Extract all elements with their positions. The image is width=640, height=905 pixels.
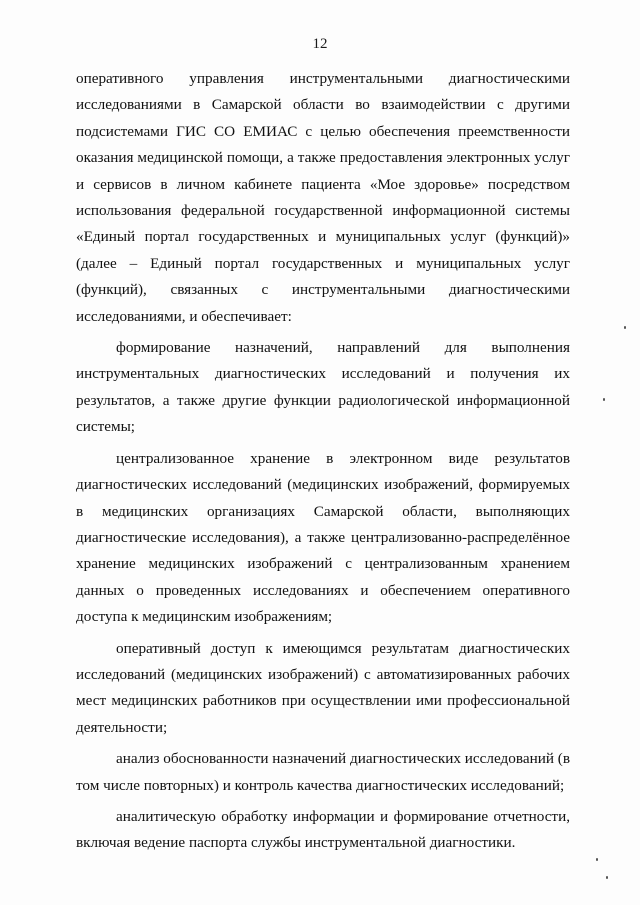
document-body: [76, 66, 570, 857]
paragraph-continuation: оперативного управления инструментальными диагностическими исследованиями в Самарской области во взаимодействии с другими подсистемами ГИС СО ЕМИАС с целью обеспечения преемственности оказания медицинской помощи, а также предоставления электронных услуг и сервисов в личном кабинете пациента «Мое здоровье» посредством использования федеральной государственной информационной системы «Единый портал государственных и муниципальных услуг (функций)» (далее – Единый портал государственных и муниципальных услуг (функций), связанных с инструментальными диагностическими исследованиями, и обеспечивает:: [76, 70, 570, 325]
paragraph-item-2: централизованное хранение в электронном виде результатов диагностических исследований (медицинских изображений, формируемых в медицинских организациях Самарской области, выполняющих диагностические исследования), а также централизованно-распределённое хранение медицинских изображений с централизованным хранением данных о проведенных исследованиях и обеспечением оперативного доступа к медицинским изображениям;: [76, 449, 570, 626]
paragraph-item-5: аналитическую обработку информации и формирование отчетности, включая ведение паспорта службы инструментальной диагностики.: [76, 807, 570, 852]
scan-speck: [606, 876, 608, 879]
paragraph-item-1: формирование назначений, направлений для выполнения инструментальных диагностических исследований и получения их результатов, а также другие функции радиологической информационной системы;: [76, 339, 570, 436]
scan-speck: [624, 326, 626, 329]
paragraph-item-4: анализ обоснованности назначений диагностических исследований (в том числе повторных) и контроль качества диагностических исследований;: [76, 750, 570, 794]
scan-speck: [596, 858, 598, 861]
paragraph-item-3: оперативный доступ к имеющимся результатам диагностических исследований (медицинских изображений) с автоматизированных рабочих мест медицинских работников при осуществлении ими профессиональной деятельности;: [76, 639, 570, 736]
scan-speck: [603, 398, 605, 401]
page-number: 12: [312, 36, 328, 52]
